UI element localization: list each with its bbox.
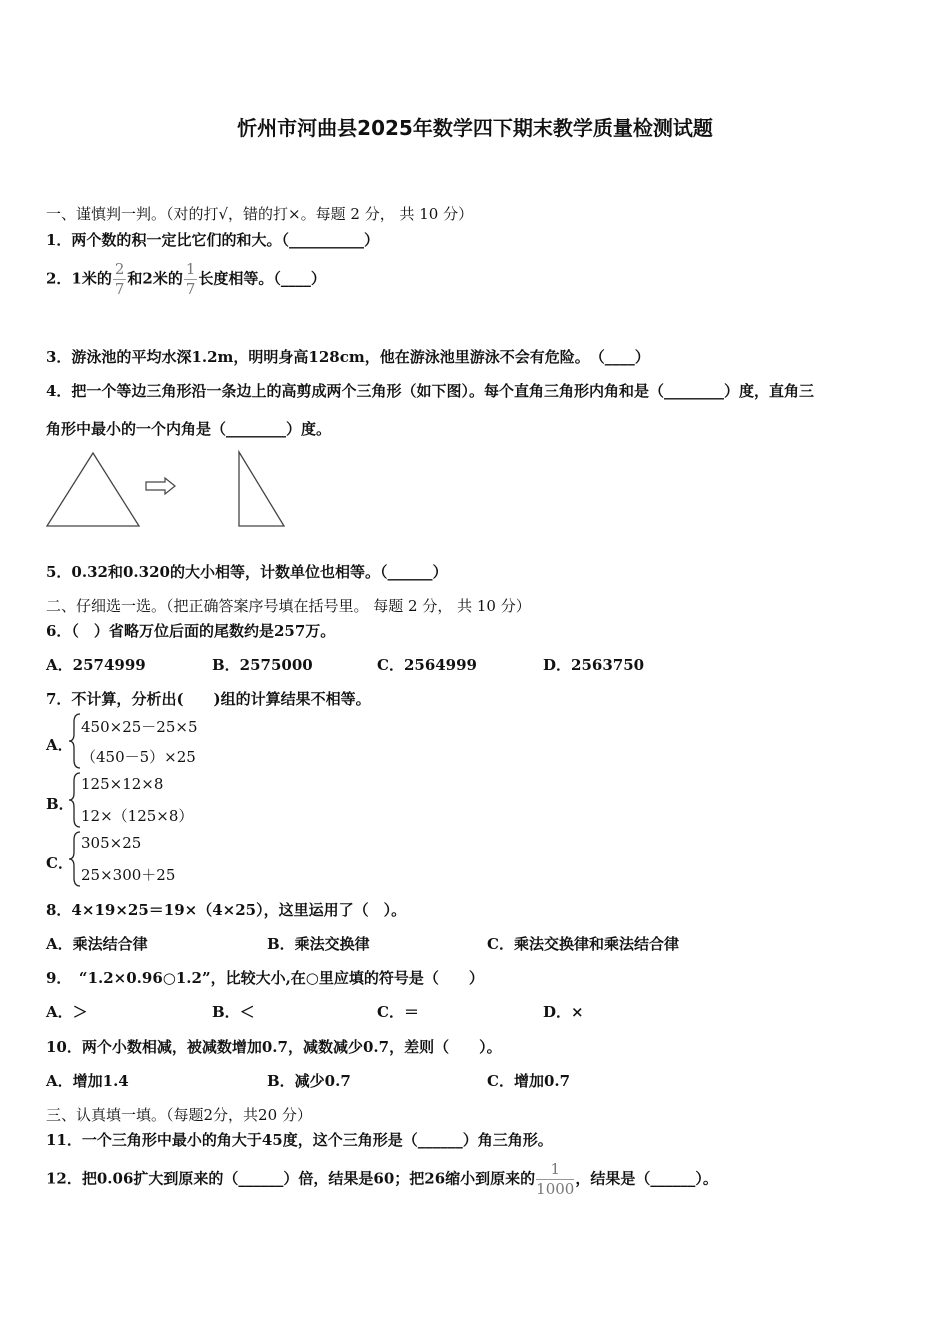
equilateral-triangle bbox=[47, 453, 139, 526]
section-3-heading: 三、认真填一填。（每题2分，共20 分） bbox=[46, 1106, 312, 1124]
expression-row-2: （450－5）×25 bbox=[81, 748, 196, 766]
q9-option-c: C．＝ bbox=[377, 1003, 419, 1021]
question-2-text-c: 长度相等。（____） bbox=[198, 269, 326, 288]
q10-option-c: C．增加0.7 bbox=[487, 1072, 571, 1090]
q9-option-d: D．× bbox=[543, 1003, 584, 1021]
question-7: 7．不计算，分析出( )组的计算结果不相等。 bbox=[46, 690, 371, 708]
q10-option-a: A．增加1.4 bbox=[46, 1072, 129, 1090]
question-4-line-1: 4．把一个等边三角形沿一条边上的高剪成两个三角形（如下图）。每个直角三角形内角和是（________）度，直角三 bbox=[46, 382, 814, 400]
question-2-text-b: 和2米的 bbox=[127, 269, 183, 288]
q6-option-b: B．2575000 bbox=[212, 656, 313, 674]
right-triangle bbox=[239, 452, 284, 526]
option-label: C． bbox=[46, 854, 73, 872]
left-brace-icon bbox=[68, 771, 82, 829]
option-label: B． bbox=[46, 795, 74, 813]
question-3: 3．游泳池的平均水深1.2m，明明身高128cm，他在游泳池里游泳不会有危险。 （____） bbox=[46, 348, 650, 366]
fraction-numerator: 2 bbox=[114, 260, 125, 278]
fraction-two-sevenths bbox=[113, 262, 127, 297]
question-2-text-a: 2．1米的 bbox=[46, 269, 112, 288]
left-brace-icon bbox=[68, 712, 82, 770]
question-10: 10．两个小数相减，被减数增加0.7，减数减少0.7，差则（ ）。 bbox=[46, 1038, 502, 1056]
question-8: 8．4×19×25＝19×（4×25），这里运用了（ ）。 bbox=[46, 901, 407, 919]
question-4-line-2: 角形中最小的一个内角是（________）度。 bbox=[46, 420, 332, 438]
page-title: 忻州市河曲县2025年数学四下期末教学质量检测试题 bbox=[237, 116, 713, 140]
expression-row-1: 125×12×8 bbox=[81, 775, 164, 793]
expression-row-1: 450×25－25×5 bbox=[81, 718, 198, 736]
q6-option-c: C．2564999 bbox=[377, 656, 477, 674]
right-arrow-icon bbox=[146, 478, 175, 494]
question-6: 6．（ ）省略万位后面的尾数约是257万。 bbox=[46, 622, 336, 640]
fraction-numerator: 1 bbox=[185, 260, 196, 278]
fraction-denominator: 7 bbox=[185, 280, 196, 298]
q7-option-a bbox=[46, 712, 346, 772]
fraction-denominator: 7 bbox=[114, 280, 125, 298]
question-1: 1．两个数的积一定比它们的和大。（__________） bbox=[46, 231, 379, 249]
question-2 bbox=[46, 262, 326, 297]
q6-option-a: A．2574999 bbox=[46, 656, 146, 674]
option-label: A． bbox=[46, 736, 73, 754]
fraction-one-seventh bbox=[184, 262, 198, 297]
q6-option-d: D．2563750 bbox=[543, 656, 645, 674]
triangle-cut-figure bbox=[44, 448, 294, 532]
question-5: 5．0.32和0.320的大小相等，计数单位也相等。（______） bbox=[46, 563, 448, 581]
section-1-heading: 一、谨慎判一判。（对的打√，错的打×。每题 2 分， 共 10 分） bbox=[46, 205, 474, 223]
question-11: 11．一个三角形中最小的角大于45度，这个三角形是（______）角三角形。 bbox=[46, 1131, 553, 1149]
left-brace-icon bbox=[68, 830, 82, 888]
section-2-heading: 二、仔细选一选。（把正确答案序号填在括号里。 每题 2 分， 共 10 分） bbox=[46, 597, 531, 615]
fraction-denominator: 1000 bbox=[536, 1180, 575, 1198]
q8-option-c: C．乘法交换律和乘法结合律 bbox=[487, 935, 679, 953]
fraction-one-thousandth bbox=[536, 1162, 574, 1197]
question-12-text-a: 12．把0.06扩大到原来的（______）倍，结果是60；把26缩小到原来的 bbox=[46, 1169, 536, 1188]
q10-option-b: B．减少0.7 bbox=[267, 1072, 351, 1090]
q9-option-b: B．＜ bbox=[212, 1003, 255, 1021]
q7-option-b bbox=[46, 771, 346, 831]
question-9: 9． “1.2×0.96○1.2”，比较大小,在○里应填的符号是（ ） bbox=[46, 969, 484, 987]
expression-row-2: 25×300＋25 bbox=[81, 866, 176, 884]
q8-option-b: B．乘法交换律 bbox=[267, 935, 370, 953]
fraction-numerator: 1 bbox=[536, 1162, 574, 1180]
expression-row-1: 305×25 bbox=[81, 834, 142, 852]
question-12 bbox=[46, 1162, 718, 1197]
q9-option-a: A．＞ bbox=[46, 1003, 88, 1021]
q8-option-a: A．乘法结合律 bbox=[46, 935, 148, 953]
question-12-text-b: ，结果是（______）。 bbox=[575, 1169, 718, 1188]
expression-row-2: 12×（125×8） bbox=[81, 807, 194, 825]
q7-option-c bbox=[46, 830, 346, 890]
